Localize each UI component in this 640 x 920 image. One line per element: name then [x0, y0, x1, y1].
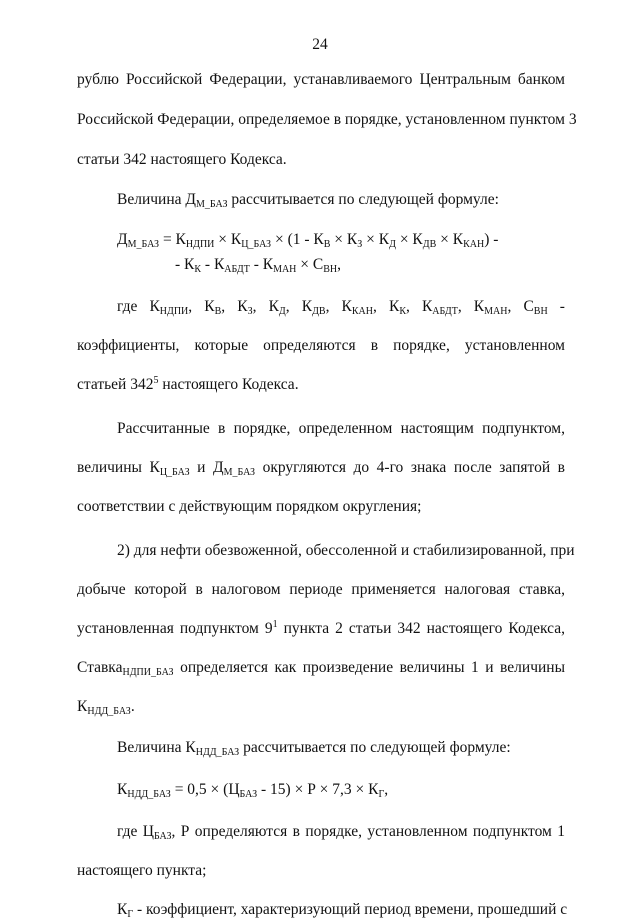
text-line: Рассчитанные в порядке, определенном настоящим подпунктом,	[117, 420, 565, 437]
subscript: Д	[278, 306, 286, 317]
subscript: НДПИ_БАЗ	[122, 667, 174, 678]
subscript: Д	[389, 239, 396, 250]
subscript: М_БАЗ	[127, 239, 160, 250]
subscript: НДПИ	[159, 306, 189, 317]
subscript: АБДТ	[432, 306, 458, 317]
subscript: ДВ	[422, 239, 437, 250]
text-line: соответствии с действующим порядком округления;	[77, 498, 422, 515]
subscript: Ц_БАЗ	[159, 467, 190, 478]
subscript: З	[247, 306, 253, 317]
subscript: В	[214, 306, 222, 317]
text-line: установленная подпунктом $9^1$ пункта 2 статьи 342 настоящего Кодекса,	[77, 619, 565, 637]
subscript: БАЗ	[239, 789, 258, 800]
subscript: КАН	[351, 306, 373, 317]
text-line: где $Ц_{БАЗ}$, Р определяются в порядке, установленном подпунктом 1	[117, 823, 566, 842]
text-line: $К_{НДД\_БАЗ}$.	[77, 698, 135, 717]
superscript: 5	[153, 375, 159, 386]
text-line: $К_Г$ - коэффициент, характеризующий период времени, прошедший с	[117, 901, 568, 920]
text-line: статьей $342^5$ настоящего Кодекса.	[77, 375, 299, 393]
text-line: рублю Российской Федерации, устанавливаемого Центральным банком	[77, 71, 565, 88]
subscript: В	[323, 239, 331, 250]
text-line: статьи 342 настоящего Кодекса.	[77, 151, 287, 168]
subscript: М_БАЗ	[195, 199, 228, 210]
subscript: НДД_БАЗ	[195, 747, 240, 758]
subscript: МАН	[484, 306, 508, 317]
text-fragment: рассчитывается по следующей формуле:	[227, 191, 499, 208]
subscript: К	[399, 306, 406, 317]
text-fragment: Величина Д	[117, 191, 196, 208]
subscript: МАН	[273, 264, 297, 275]
subscript: М_БАЗ	[223, 467, 256, 478]
subscript: Ц_БАЗ	[241, 239, 272, 250]
subscript: ВН	[323, 264, 338, 275]
page-number: 24	[312, 36, 328, 53]
subscript: БАЗ	[153, 831, 172, 842]
subscript: АБДТ	[224, 264, 250, 275]
subscript: Г	[127, 909, 134, 920]
superscript: 1	[272, 619, 278, 630]
text-line: величины $К_{Ц\_БАЗ}$ и $Д_{М\_БАЗ}$ округляются до 4-го знака после запятой в	[77, 459, 565, 478]
subscript: Г	[378, 789, 385, 800]
subscript: К	[194, 264, 202, 275]
text-line: Ставка$_{НДПИ\_БАЗ}$ определяется как произведение величины 1 и величины	[77, 659, 565, 678]
subscript: НДД_БАЗ	[87, 706, 131, 717]
text-line: Величина $К_{НДД\_БАЗ}$ рассчитывается по следующей формуле:	[117, 739, 511, 758]
text-line: Российской Федерации, определяемое в порядке, установленном пунктом 3	[77, 111, 577, 128]
subscript: КАН	[463, 239, 485, 250]
text-line: настоящего пункта;	[77, 862, 207, 879]
subscript: З	[357, 239, 363, 250]
subscript: ВН	[533, 306, 548, 317]
text-line	[117, 190, 565, 210]
subscript: ДВ	[312, 306, 326, 317]
subscript: НДД_БАЗ	[127, 789, 171, 800]
formula-line: $Д_{М\_БАЗ} = К_{НДПИ} \times К_{Ц\_БАЗ} \times (1 - К_В \times К_З \times К_Д \times К_{ДВ} \times К_{КАН})$ -	[117, 231, 499, 250]
text-line: где $К_{НДПИ}$, $К_В$, $К_З$, $К_Д$, $К_{ДВ}$, $К_{КАН}$, $К_К$, $К_{АБДТ}$, $К_{МАН}$, $С_{ВН}$ -	[117, 298, 565, 317]
text-line: добыче которой в налоговом периоде применяется налоговая ставка,	[77, 581, 565, 598]
subscript: НДПИ	[185, 239, 215, 250]
formula-line: $К_{НДД\_БАЗ} = 0,5 \times (Ц_{БАЗ} - 15) \times Р \times 7,3 \times К_Г$,	[117, 781, 389, 800]
text-line: коэффициенты, которые определяются в порядке, установленном	[77, 337, 565, 354]
text-line: 2) для нефти обезвоженной, обессоленной и стабилизированной, при	[117, 542, 575, 559]
formula-line: - $К_К - К_{АБДТ} - К_{МАН} \times С_{ВН}$,	[175, 256, 342, 275]
